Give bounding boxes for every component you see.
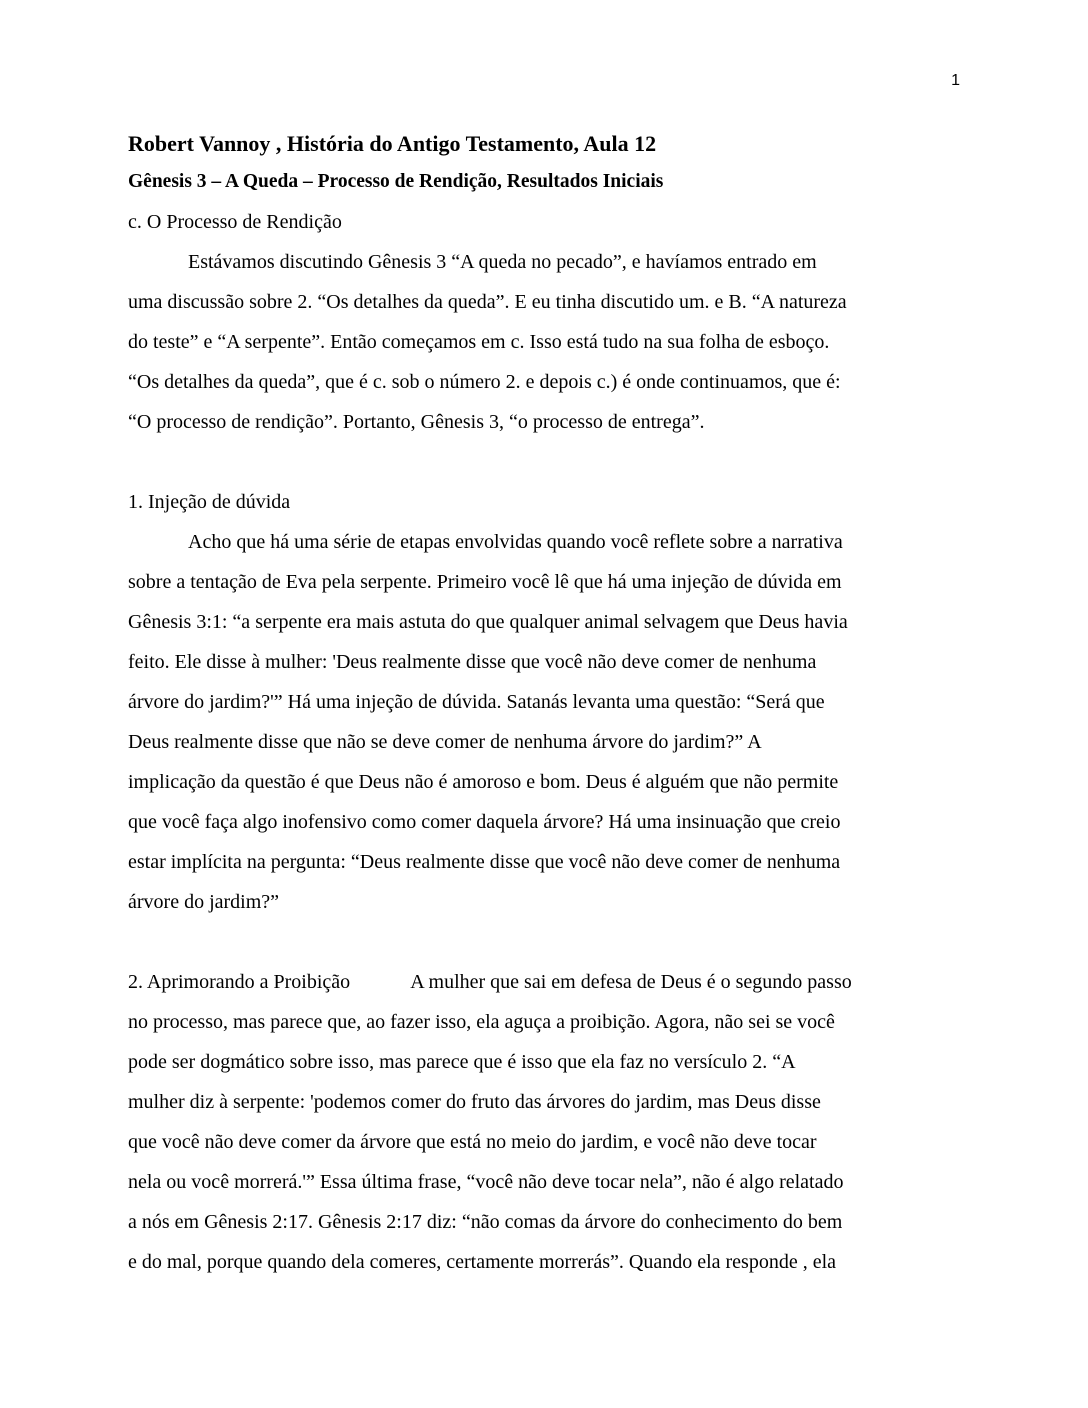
paragraph-1 (128, 242, 968, 442)
text-line: árvore do jardim?” (128, 891, 280, 913)
text-line: feito. Ele disse à mulher: 'Deus realmente disse que você não deve comer de nenhuma (128, 651, 817, 673)
text-line: árvore do jardim?'” Há uma injeção de dúvida. Satanás levanta uma questão: “Será que (128, 691, 825, 713)
text-line: estar implícita na pergunta: “Deus realmente disse que você não deve comer de nenhuma (128, 851, 841, 873)
text-line: Deus realmente disse que não se deve comer de nenhuma árvore do jardim?” A (128, 731, 762, 753)
document-title: Robert Vannoy , História do Antigo Testamento, Aula 12 (128, 131, 657, 156)
page-number: 1 (951, 72, 960, 89)
section-heading-c: c. O Processo de Rendição (128, 211, 342, 233)
text-line: que você faça algo inofensivo como comer daquela árvore? Há uma insinuação que creio (128, 811, 841, 833)
text-line: do teste” e “A serpente”. Então começamos em c. Isso está tudo na sua folha de esboço. (128, 331, 830, 353)
text-line: sobre a tentação de Eva pela serpente. Primeiro você lê que há uma injeção de dúvida em (128, 571, 842, 593)
document-body (128, 126, 968, 1282)
spacer (128, 922, 968, 962)
section-heading-1: 1. Injeção de dúvida (128, 491, 291, 513)
spacer (128, 442, 968, 482)
section-heading-2: 2. Aprimorando a Proibição (128, 971, 351, 993)
paragraph-3 (128, 962, 968, 1282)
text-line: e do mal, porque quando dela comeres, certamente morrerás”. Quando ela responde , ela (128, 1251, 837, 1273)
text-line: pode ser dogmático sobre isso, mas parece que é isso que ela faz no versículo 2. “A (128, 1051, 796, 1073)
text-line: que você não deve comer da árvore que está no meio do jardim, e você não deve tocar (128, 1131, 817, 1153)
text-fragment: A mulher que sai em defesa de Deus é o segundo passo (410, 971, 852, 993)
text-line: “Os detalhes da queda”, que é c. sob o número 2. e depois c.) é onde continuamos, que é: (128, 371, 841, 393)
text-line: a nós em Gênesis 2:17. Gênesis 2:17 diz: “não comas da árvore do conhecimento do bem (128, 1211, 843, 1233)
text-line: no processo, mas parece que, ao fazer isso, ela aguça a proibição. Agora, não sei se você (128, 1011, 835, 1033)
section-heading-line-2 (128, 962, 968, 1002)
paragraph-2 (128, 522, 968, 922)
text-line: Gênesis 3:1: “a serpente era mais astuta do que qualquer animal selvagem que Deus havia (128, 611, 848, 633)
text-line: Estávamos discutindo Gênesis 3 “A queda no pecado”, e havíamos entrado em (188, 251, 817, 273)
text-line: mulher diz à serpente: 'podemos comer do fruto das árvores do jardim, mas Deus disse (128, 1091, 821, 1113)
text-line: nela ou você morrerá.'” Essa última frase, “você não deve tocar nela”, não é algo relatado (128, 1171, 844, 1193)
text-line: implicação da questão é que Deus não é amoroso e bom. Deus é alguém que não permite (128, 771, 839, 793)
text-line: Acho que há uma série de etapas envolvidas quando você reflete sobre a narrativa (188, 531, 843, 553)
text-line: uma discussão sobre 2. “Os detalhes da queda”. E eu tinha discutido um. e B. “A natureza (128, 291, 847, 313)
document-subtitle: Gênesis 3 – A Queda – Processo de Rendição, Resultados Iniciais (128, 171, 664, 192)
text-line: “O processo de rendição”. Portanto, Gênesis 3, “o processo de entrega”. (128, 411, 705, 433)
